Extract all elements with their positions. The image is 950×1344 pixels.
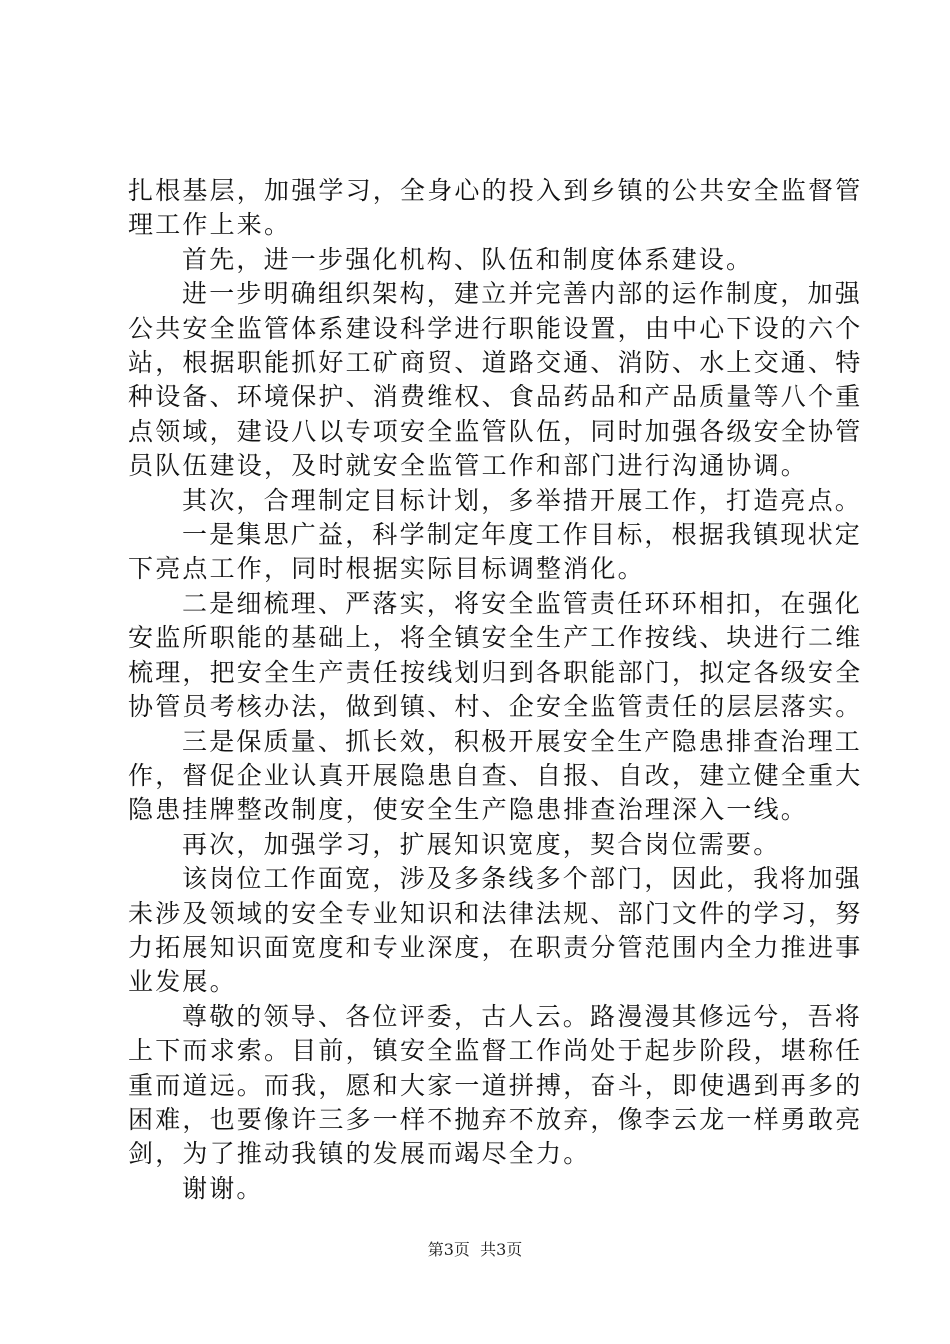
paragraph (128, 1000, 863, 1172)
paragraph (128, 174, 863, 243)
text-line: 重而道远。而我，愿和大家一道拼搏，奋斗，即使遇到再多的 (128, 1070, 863, 1100)
paragraph (128, 484, 863, 518)
text-line: 点领域，建设八以专项安全监管队伍，同时加强各级安全协管 (128, 416, 863, 446)
text-line: 谢谢。 (182, 1173, 264, 1203)
text-line: 进一步明确组织架构，建立并完善内部的运作制度，加强 (182, 279, 863, 309)
text-line: 尊敬的领导、各位评委，古人云。路漫漫其修远兮，吾将 (182, 1001, 863, 1031)
page-footer (0, 1237, 950, 1260)
text-line: 协管员考核办法，做到镇、村、企安全监管责任的层层落实。 (128, 692, 863, 722)
paragraph (128, 243, 834, 277)
text-line: 作，督促企业认真开展隐患自查、自报、自改，建立健全重大 (128, 760, 863, 790)
paragraph (128, 518, 863, 587)
text-line: 一是集思广益，科学制定年度工作目标，根据我镇现状定 (182, 520, 863, 550)
paragraph (128, 587, 863, 725)
text-line: 扎根基层，加强学习，全身心的投入到乡镇的公共安全监督管 (128, 176, 863, 205)
text-line: 剑，为了推动我镇的发展而竭尽全力。 (128, 1139, 591, 1169)
text-line: 首先，进一步强化机构、队伍和制度体系建设。 (182, 244, 754, 274)
text-line: 下亮点工作，同时根据实际目标调整消化。 (128, 554, 645, 584)
text-line: 隐患挂牌整改制度，使安全生产隐患排查治理深入一线。 (128, 795, 809, 825)
text-line: 二是细梳理、严落实，将安全监管责任环环相扣，在强化 (182, 588, 863, 618)
paragraph (128, 1172, 834, 1206)
text-line: 业发展。 (128, 967, 237, 997)
text-line: 未涉及领域的安全专业知识和法律法规、部门文件的学习，努 (128, 898, 863, 928)
page-number-label: 第3页 共3页 (427, 1240, 523, 1259)
text-line: 上下而求索。目前，镇安全监督工作尚处于起步阶段，堪称任 (128, 1036, 863, 1066)
text-line: 再次，加强学习，扩展知识宽度，契合岗位需要。 (182, 829, 781, 859)
paragraph (128, 828, 834, 862)
text-line: 困难，也要像许三多一样不抛弃不放弃，像李云龙一样勇敢亮 (128, 1104, 863, 1134)
text-line: 站，根据职能抓好工矿商贸、道路交通、消防、水上交通、特 (128, 348, 863, 378)
text-line: 该岗位工作面宽，涉及多条线多个部门，因此，我将加强 (182, 864, 863, 894)
text-line: 理工作上来。 (128, 210, 292, 240)
text-line: 三是保质量、抓长效，积极开展安全生产隐患排查治理工 (182, 726, 863, 756)
text-line: 公共安全监管体系建设科学进行职能设置，由中心下设的六个 (128, 313, 863, 343)
text-line: 种设备、环境保护、消费维权、食品药品和产品质量等八个重 (128, 382, 863, 412)
text-line: 安监所职能的基础上，将全镇安全生产工作按线、块进行二维 (128, 623, 863, 653)
document-body (128, 174, 863, 1206)
paragraph (128, 862, 863, 1000)
text-line: 员队伍建设，及时就安全监管工作和部门进行沟通协调。 (128, 451, 809, 481)
paragraph (128, 277, 863, 483)
paragraph (128, 725, 863, 828)
text-line: 其次，合理制定目标计划，多举措开展工作，打造亮点。 (182, 485, 863, 515)
text-line: 梳理，把安全生产责任按线划归到各职能部门，拟定各级安全 (128, 657, 863, 687)
text-line: 力拓展知识面宽度和专业深度，在职责分管范围内全力推进事 (128, 932, 863, 962)
